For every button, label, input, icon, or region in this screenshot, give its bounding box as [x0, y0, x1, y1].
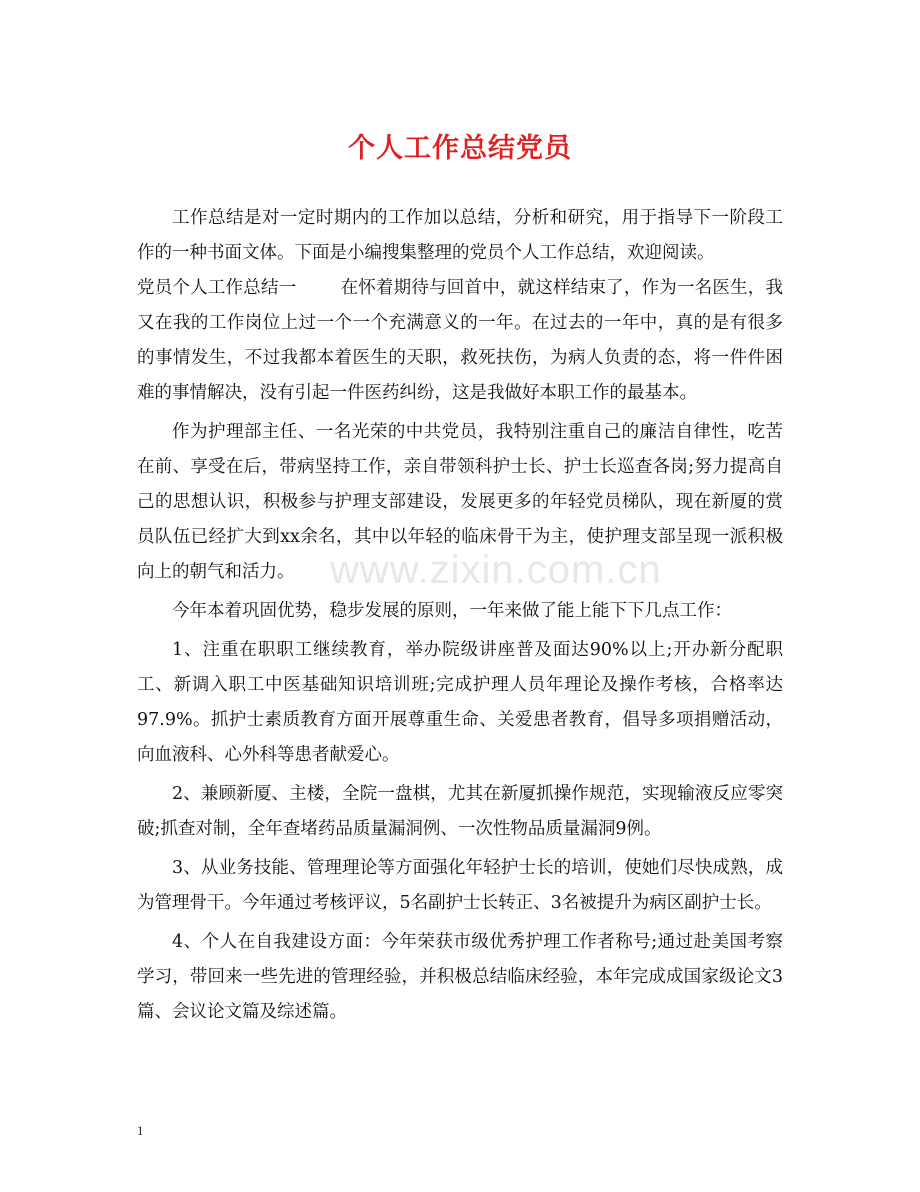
watermark-text: www.zixin.com.cn — [330, 548, 662, 592]
section-heading: 党员个人工作总结一 — [137, 278, 297, 298]
paragraph-7: 4、个人在自我建设方面：今年荣获市级优秀护理工作者称号;通过赴美国考察学习，带回来一些先进的管理经验，并积极总结临床经验，本年完成成国家级论文3篇、会议论文篇及综述篇。 — [137, 932, 783, 1022]
paragraph-5: 2、兼顾新厦、主楼，全院一盘棋，尤其在新厦抓操作规范，实现输液反应零突破;抓查对制，全年查堵药品质量漏洞例、一次性物品质量漏洞9例。 — [137, 784, 783, 839]
paragraph-6: 3、从业务技能、管理理论等方面强化年轻护士长的培训，使她们尽快成熟，成为管理骨干。今年通过考核评议，5名副护士长转正、3名被提升为病区副护士长。 — [137, 858, 783, 913]
intro-paragraph: 工作总结是对一定时期内的工作加以总结，分析和研究，用于指导下一阶段工作的一种书面文体。下面是小编搜集整理的党员个人工作总结，欢迎阅读。 — [137, 208, 783, 263]
section-body: 在怀着期待与回首中，就这样结束了，作为一名医生，我又在我的工作岗位上过一个一个充满意义的一年。在过去的一年中，真的是有很多的事情发生，不过我都本着医生的天职，救死扶伤，为病人负责的态，将一件件困难的事情解决，没有引起一件医药纠纷，这是我做好本职工作的最基本。 — [137, 278, 784, 403]
section-paragraph — [137, 271, 783, 411]
paragraph-3: 今年本着巩固优势，稳步发展的原则，一年来做了能上能下下几点工作： — [172, 601, 732, 621]
document-title: 个人工作总结党员 — [348, 133, 572, 164]
document-body — [137, 201, 783, 1030]
paragraph-4: 1、注重在职职工继续教育，举办院级讲座普及面达90%以上;开办新分配职工、新调入职工中医基础知识培训班;完成护理人员年理论及操作考核，合格率达97.9%。抓护士素质教育方面开展尊重生命、关爱患者教育，倡导多项捐赠活动，向血液科、心外科等患者献爱心。 — [137, 640, 783, 765]
paragraph-2: 作为护理部主任、一名光荣的中共党员，我特别注重自己的廉洁自律性，吃苦在前、享受在后，带病坚持工作，亲自带领科护士长、护士长巡查各岗;努力提高自己的思想认识，积极参与护理支部建设，发展更多的年轻党员梯队，现在新厦的赏员队伍已经扩大到xx余名，其中以年轻的临床骨干为主，使护理支部呈现一派积极向上的朝气和活力。 — [137, 422, 783, 582]
page-number: 1 — [137, 1123, 144, 1138]
